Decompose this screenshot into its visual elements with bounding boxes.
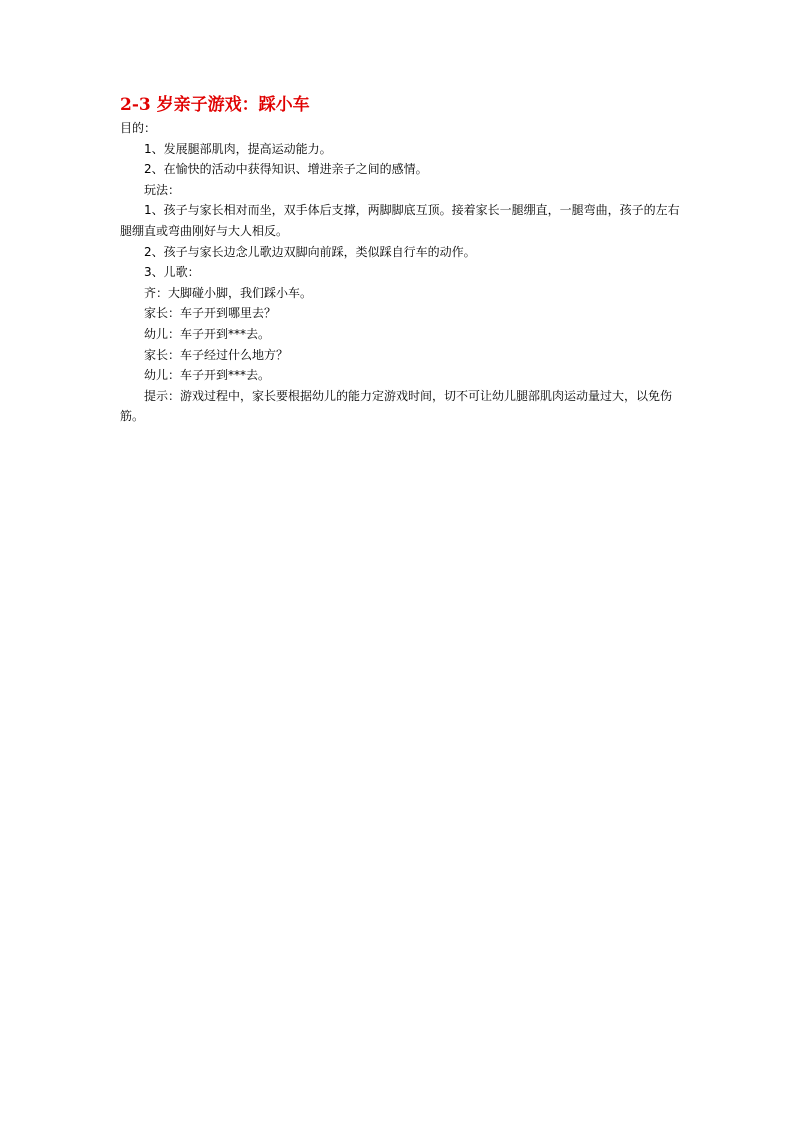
paragraph-purpose-2: 2、在愉快的活动中获得知识、增进亲子之间的感情。 <box>144 162 428 177</box>
paragraph-rhyme-3: 幼儿：车子开到***去。 <box>144 326 271 341</box>
paragraph-purpose-heading: 目的： <box>120 121 157 135</box>
paragraph-tip: 提示：游戏过程中，家长要根据幼儿的能力定游戏时间，切不可让幼儿腿部肌肉运动量过大，以免伤筋。 <box>120 388 673 424</box>
paragraph-purpose-1: 1、发展腿部肌肉，提高运动能力。 <box>144 141 332 156</box>
paragraph-method-3: 3、儿歌： <box>144 265 200 280</box>
paragraph-method-2: 2、孩子与家长边念儿歌边双脚向前踩，类似踩自行车的动作。 <box>144 244 476 259</box>
paragraph-rhyme-5: 幼儿：车子开到***去。 <box>144 368 271 383</box>
paragraph-rhyme-4: 家长：车子经过什么地方？ <box>144 347 289 362</box>
document-title: 2-3 岁亲子游戏：踩小车 <box>120 95 310 115</box>
document-body <box>120 118 682 427</box>
document-page <box>120 94 682 427</box>
paragraph-rhyme-2: 家长：车子开到哪里去？ <box>144 306 277 321</box>
paragraph-method-heading: 玩法： <box>144 182 181 197</box>
paragraph-rhyme-1: 齐：大脚碰小脚，我们踩小车。 <box>144 285 313 300</box>
paragraph-method-1: 1、孩子与家长相对而坐，双手体后支撑，两脚脚底互顶。接着家长一腿绷直，一腿弯曲，孩子的左右腿绷直或弯曲刚好与大人相反。 <box>120 203 680 238</box>
